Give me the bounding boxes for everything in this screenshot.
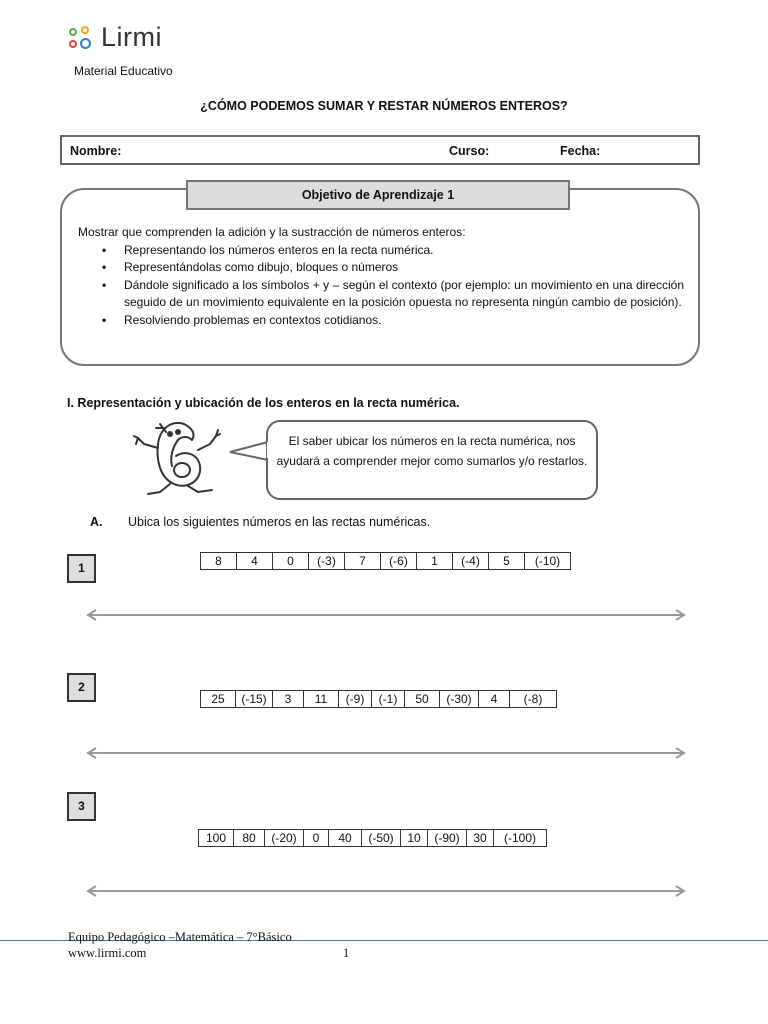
bubble-tail-join	[267, 442, 271, 458]
footer-website[interactable]: www.lirmi.com	[68, 946, 147, 960]
exercise-number-badge: 2	[67, 673, 96, 702]
section-heading: I. Representación y ubicación de los enteros en la recta numérica.	[67, 396, 460, 410]
objective-bullet: • Representando los números enteros en la recta numérica.	[102, 242, 684, 260]
number-cell: 25	[201, 691, 236, 708]
speech-bubble: El saber ubicar los números en la recta numérica, nos ayudará a comprender mejor como sumarlos y/o restarlos.	[266, 420, 598, 500]
number-cell: (-3)	[309, 553, 345, 570]
number-cell: 4	[479, 691, 510, 708]
number-cell: 3	[273, 691, 304, 708]
numbers-table	[200, 552, 571, 570]
logo-dot-red-icon	[69, 40, 77, 48]
objective-bullet: • Dándole significado a los símbolos + y – según el contexto (por ejemplo: un movimiento en una dirección seguido de un movimiento equivalente en la posición opuesta no representa ningún cambio de posición).	[102, 277, 684, 312]
page-number: 1	[343, 946, 350, 960]
instruction	[90, 515, 430, 529]
number-cell: 30	[467, 830, 494, 847]
logo-dot-orange-icon	[81, 26, 89, 34]
student-info-box	[60, 135, 700, 165]
logo-brand: Lirmi	[101, 22, 162, 52]
number-cell: 100	[199, 830, 234, 847]
number-cell: 5	[489, 553, 525, 570]
numbers-table	[200, 690, 557, 708]
number-cell: (-6)	[381, 553, 417, 570]
course-label: Curso:	[449, 144, 490, 158]
date-label: Fecha:	[560, 144, 601, 158]
logo-subtitle: Material Educativo	[74, 64, 173, 78]
number-cell: 50	[405, 691, 440, 708]
objective-tab: Objetivo de Aprendizaje 1	[186, 180, 570, 210]
number-cell: (-90)	[428, 830, 467, 847]
number-cell: (-30)	[440, 691, 479, 708]
numbers-table	[198, 829, 547, 847]
number-line[interactable]	[84, 746, 688, 760]
instruction-letter: A.	[90, 515, 103, 529]
number-cell: 0	[304, 830, 329, 847]
number-cell: 80	[234, 830, 265, 847]
objective-intro: Mostrar que comprenden la adición y la sustracción de números enteros:	[78, 225, 466, 239]
number-line[interactable]	[84, 608, 688, 622]
objective-bullet: • Resolviendo problemas en contextos cotidianos.	[102, 312, 684, 330]
instruction-text: Ubica los siguientes números en las rectas numéricas.	[128, 515, 431, 529]
number-cell: (-50)	[362, 830, 401, 847]
number-cell: 10	[401, 830, 428, 847]
number-cell: 40	[329, 830, 362, 847]
number-cell: (-8)	[510, 691, 557, 708]
logo-dot-green-icon	[69, 28, 77, 36]
exercise-number-badge: 1	[67, 554, 96, 583]
objective-text	[78, 224, 684, 329]
footer-team: Equipo Pedagógico –Matemática – 7°Básico	[68, 930, 292, 944]
page-title: ¿CÓMO PODEMOS SUMAR Y RESTAR NÚMEROS ENTEROS?	[200, 99, 568, 113]
number-cell: (-10)	[525, 553, 571, 570]
number-cell: (-20)	[265, 830, 304, 847]
bubble-tail	[228, 440, 270, 464]
objective-bullet: • Representándolas como dibujo, bloques o números	[102, 259, 684, 277]
number-cell: (-100)	[494, 830, 547, 847]
objective-list	[78, 242, 684, 330]
logo-dot-blue-icon	[80, 38, 91, 49]
number-line[interactable]	[84, 884, 688, 898]
number-cell: 0	[273, 553, 309, 570]
number-cell: (-15)	[236, 691, 273, 708]
number-cell: 7	[345, 553, 381, 570]
mascot-six-icon	[126, 414, 231, 500]
number-cell: (-9)	[339, 691, 372, 708]
exercise-number-badge: 3	[67, 792, 96, 821]
name-label: Nombre:	[70, 144, 122, 158]
number-cell: 1	[417, 553, 453, 570]
number-cell: (-4)	[453, 553, 489, 570]
number-cell: 11	[304, 691, 339, 708]
number-cell: (-1)	[372, 691, 405, 708]
number-cell: 4	[237, 553, 273, 570]
lirmi-logo	[67, 22, 207, 62]
number-cell: 8	[201, 553, 237, 570]
